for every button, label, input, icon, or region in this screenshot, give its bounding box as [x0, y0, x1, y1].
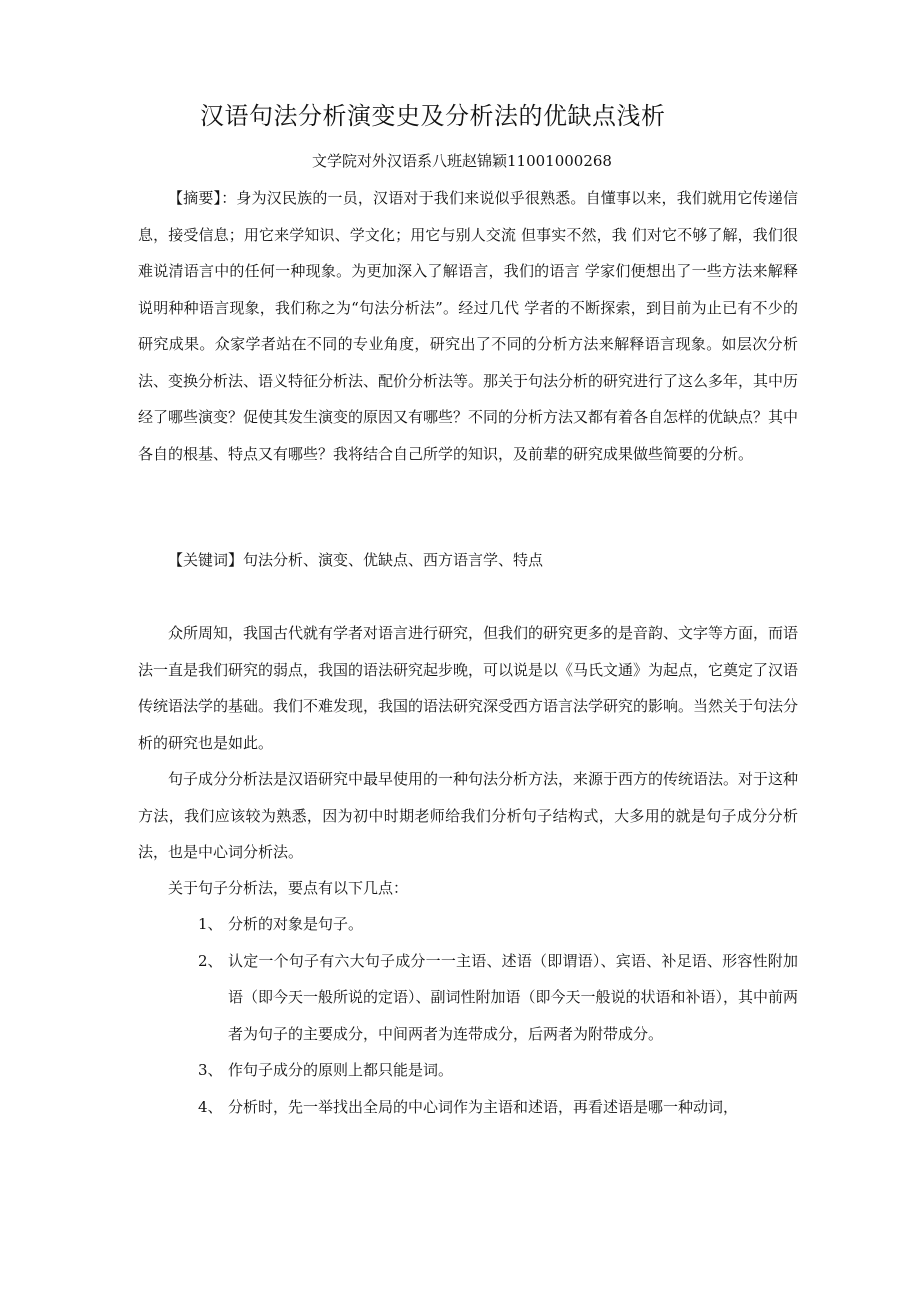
list-item — [198, 943, 798, 1053]
list-item-number: 1、 — [198, 915, 223, 933]
body-paragraph-2: 句子成分分析法是汉语研究中最早使用的一种句法分析方法，来源于西方的传统语法。对于这种方法，我们应该较为熟悉，因为初中时期老师给我们分析句子结构式，大多用的就是句子成分分析法，也是中心词分析法。 — [138, 770, 799, 861]
list-item-text: 分析的对象是句子。 — [228, 915, 364, 933]
list-item-number: 4、 — [198, 1097, 223, 1116]
list-item-number: 2、 — [198, 951, 223, 970]
points-list — [198, 906, 798, 1125]
list-item-text: 分析时，先一举找出全局的中心词作为主语和述语，再看述语是哪一种动词， — [228, 1097, 739, 1116]
body-paragraph-1: 众所周知，我国古代就有学者对语言进行研究，但我们的研究更多的是音韵、文字等方面，而语法一直是我们研究的弱点，我国的语法研究起步晚，可以说是以《马氏文通》为起点，它奠定了汉语传统语法学的基础。我们不难发现，我国的语法研究深受西方语言法学研究的影响。当然关于句法分析的研究也是如此。 — [138, 624, 799, 752]
author-line: 文学院对外汉语系八班赵锦颖11001000268 — [312, 152, 612, 170]
list-item-number: 3、 — [198, 1061, 223, 1079]
list-item — [198, 906, 798, 943]
body-paragraph-3: 关于句子分析法，要点有以下几点： — [168, 879, 409, 897]
keywords-line: 【关键词】句法分析、演变、优缺点、西方语言学、特点 — [168, 551, 544, 569]
document-title: 汉语句法分析演变史及分析法的优缺点浅析 — [200, 102, 666, 130]
abstract-paragraph: 【摘要】：身为汉民族的一员，汉语对于我们来说似乎很熟悉。自懂事以来，我们就用它传递信息，接受信息；用它来学知识、学文化；用它与别人交流 但事实不然，我 们对它不够了解，我们很难说清语言中的任何一种现象。为更加深入了解语言，我们的语言 学家们便想出了一些方法来解释说明种种语言现象，我们称之为“句法分析法”。经过几代 学者的不断探索，到目前为止已有不少的研究成果。众家学者站在不同的专业角度，研究出了不同的分析方法来解释语言现象。如层次分析法、变换分析法、语义特征分析法、配价分析法等。那关于句法分析的研究进行了这么多年，其中历经了哪些演变？促使其发生演变的原因又有哪些？不同的分析方法又都有着各自怎样的优缺点？其中各自的根基、特点又有哪些？我将结合自己所学的知识，及前辈的研究成果做些简要的分析。 — [138, 189, 799, 463]
list-item-text: 作句子成分的原则上都只能是词。 — [228, 1061, 454, 1079]
list-item-text: 认定一个句子有六大句子成分一一主语、述语（即谓语）、宾语、补足语、形容性附加语（即今天一般所说的定语）、副词性附加语（即今天一般说的状语和补语），其中前两者为句子的主要成分，中间两者为连带成分，后两者为附带成分。 — [228, 951, 799, 1043]
list-item — [198, 1089, 798, 1126]
list-item — [198, 1052, 798, 1089]
